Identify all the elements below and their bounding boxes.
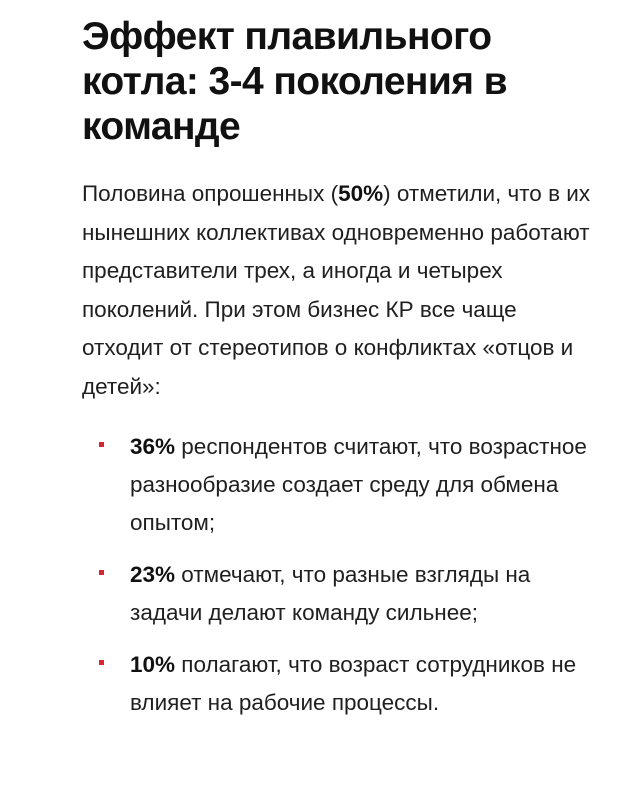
intro-text-after: ) отметили, что в их нынешних коллективах одновременно работают представители трех, а иногда и четырех поколений. При этом бизнес КР все чаще отходит от стереотипов о конфликтах «отцов и детей»: (82, 181, 591, 399)
square-bullet-icon (99, 660, 104, 665)
list-item-value: 10% (130, 652, 176, 677)
list-item-description: полагают, что возраст сотрудников не влияет на рабочие процессы. (130, 652, 577, 715)
list-item-text (130, 652, 576, 715)
list-item-text (130, 562, 530, 625)
list-item (82, 556, 602, 632)
list-item-description: респондентов считают, что возрастное разнообразие создает среду для обмена опытом; (130, 434, 587, 535)
list-item (82, 428, 602, 542)
intro-paragraph (82, 175, 602, 406)
list-item-value: 36% (130, 434, 176, 459)
intro-text-before: Половина опрошенных ( (82, 181, 339, 206)
article (82, 14, 602, 736)
stats-list (82, 428, 602, 722)
list-item-text (130, 434, 587, 535)
article-title: Эффект плавильного котла: 3-4 поколения в команде (82, 15, 508, 148)
square-bullet-icon (99, 442, 104, 447)
list-item-description: отмечают, что разные взгляды на задачи делают команду сильнее; (130, 562, 531, 625)
list-item-value: 23% (130, 562, 176, 587)
list-item (82, 646, 602, 722)
square-bullet-icon (99, 570, 104, 575)
intro-highlight: 50% (338, 181, 384, 206)
